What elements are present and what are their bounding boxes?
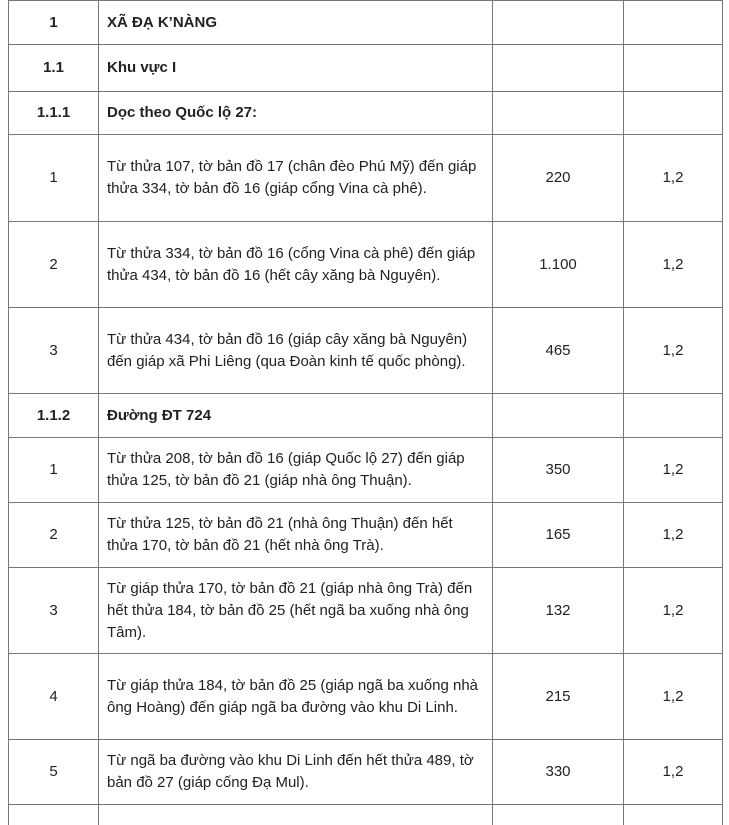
row-code: 1.1 bbox=[9, 45, 99, 92]
row-code: 2 bbox=[9, 222, 99, 308]
row-price: 330 bbox=[493, 740, 624, 805]
row-code: 1.1.1 bbox=[9, 92, 99, 135]
row-coefficient bbox=[624, 45, 723, 92]
row-price bbox=[493, 92, 624, 135]
table-row bbox=[9, 308, 723, 394]
row-coefficient: 1,2 bbox=[624, 503, 723, 568]
row-description: XÃ ĐẠ K’NÀNG bbox=[99, 1, 493, 45]
table-row bbox=[9, 1, 723, 45]
row-coefficient bbox=[624, 92, 723, 135]
row-coefficient bbox=[624, 805, 723, 825]
row-code: 3 bbox=[9, 568, 99, 654]
row-description bbox=[99, 805, 493, 825]
row-description: Từ thửa 125, tờ bản đồ 21 (nhà ông Thuận) đến hết thửa 170, tờ bản đồ 21 (hết nhà ông Trà). bbox=[99, 503, 493, 568]
row-price: 132 bbox=[493, 568, 624, 654]
row-coefficient: 1,2 bbox=[624, 438, 723, 503]
row-code: 1 bbox=[9, 438, 99, 503]
row-description: Từ thửa 208, tờ bản đồ 16 (giáp Quốc lộ 27) đến giáp thửa 125, tờ bản đồ 21 (giáp nhà ông Thuận). bbox=[99, 438, 493, 503]
table-row bbox=[9, 394, 723, 438]
table-row bbox=[9, 740, 723, 805]
table-row-partial bbox=[9, 805, 723, 825]
row-coefficient: 1,2 bbox=[624, 568, 723, 654]
row-coefficient bbox=[624, 394, 723, 438]
land-price-table bbox=[8, 0, 723, 825]
table-row bbox=[9, 135, 723, 222]
table-row bbox=[9, 45, 723, 92]
row-description: Từ thửa 434, tờ bản đồ 16 (giáp cây xăng bà Nguyên) đến giáp xã Phi Liêng (qua Đoàn kinh tế quốc phòng). bbox=[99, 308, 493, 394]
table-row bbox=[9, 654, 723, 740]
row-code bbox=[9, 805, 99, 825]
row-description: Từ ngã ba đường vào khu Di Linh đến hết thửa 489, tờ bản đồ 27 (giáp cống Đạ Mul). bbox=[99, 740, 493, 805]
row-price: 1.100 bbox=[493, 222, 624, 308]
row-code: 1.1.2 bbox=[9, 394, 99, 438]
row-code: 3 bbox=[9, 308, 99, 394]
row-price bbox=[493, 1, 624, 45]
row-price: 215 bbox=[493, 654, 624, 740]
row-description: Từ giáp thửa 170, tờ bản đồ 21 (giáp nhà ông Trà) đến hết thửa 184, tờ bản đồ 25 (hết ngã ba xuống nhà ông Tâm). bbox=[99, 568, 493, 654]
table-row bbox=[9, 568, 723, 654]
row-description: Từ thửa 107, tờ bản đồ 17 (chân đèo Phú Mỹ) đến giáp thửa 334, tờ bản đồ 16 (giáp cổng Vina cà phê). bbox=[99, 135, 493, 222]
row-price: 465 bbox=[493, 308, 624, 394]
row-coefficient: 1,2 bbox=[624, 135, 723, 222]
row-description: Dọc theo Quốc lộ 27: bbox=[99, 92, 493, 135]
row-coefficient: 1,2 bbox=[624, 654, 723, 740]
table-row bbox=[9, 92, 723, 135]
row-code: 1 bbox=[9, 1, 99, 45]
row-price bbox=[493, 394, 624, 438]
row-price: 350 bbox=[493, 438, 624, 503]
table-row bbox=[9, 438, 723, 503]
table-row bbox=[9, 222, 723, 308]
row-coefficient: 1,2 bbox=[624, 740, 723, 805]
row-price bbox=[493, 45, 624, 92]
row-coefficient: 1,2 bbox=[624, 222, 723, 308]
row-coefficient bbox=[624, 1, 723, 45]
row-price: 220 bbox=[493, 135, 624, 222]
row-coefficient: 1,2 bbox=[624, 308, 723, 394]
row-code: 4 bbox=[9, 654, 99, 740]
row-code: 5 bbox=[9, 740, 99, 805]
table-row bbox=[9, 503, 723, 568]
row-description: Khu vực I bbox=[99, 45, 493, 92]
row-description: Đường ĐT 724 bbox=[99, 394, 493, 438]
row-price: 165 bbox=[493, 503, 624, 568]
row-price bbox=[493, 805, 624, 825]
row-code: 2 bbox=[9, 503, 99, 568]
row-code: 1 bbox=[9, 135, 99, 222]
row-description: Từ thửa 334, tờ bản đồ 16 (cổng Vina cà phê) đến giáp thửa 434, tờ bản đồ 16 (hết cây xăng bà Nguyên). bbox=[99, 222, 493, 308]
row-description: Từ giáp thửa 184, tờ bản đồ 25 (giáp ngã ba xuống nhà ông Hoàng) đến giáp ngã ba đường vào khu Di Linh. bbox=[99, 654, 493, 740]
